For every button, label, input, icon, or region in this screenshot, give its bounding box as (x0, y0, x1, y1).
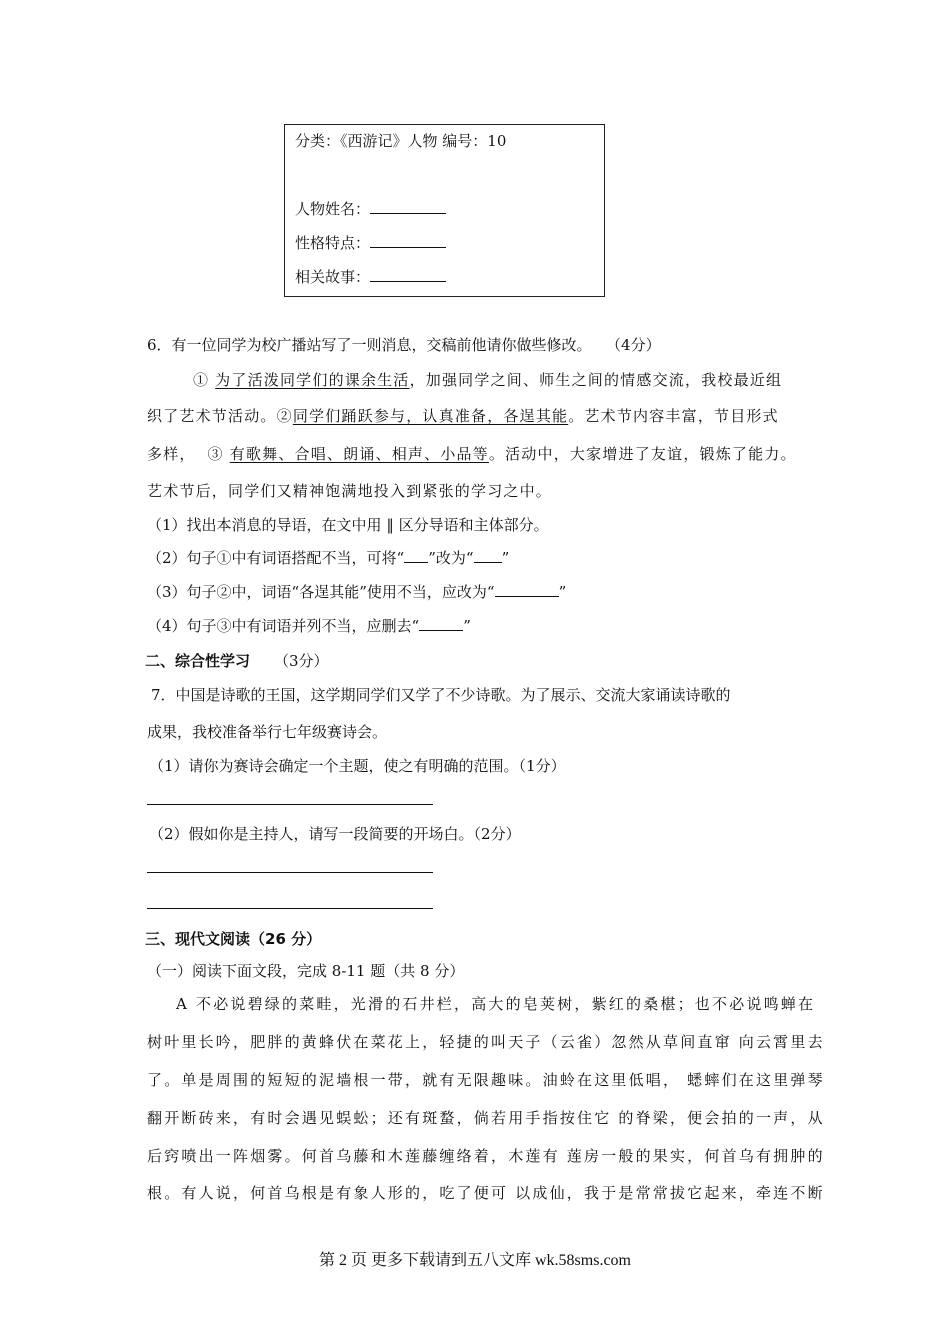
section-3-heading: 三、现代文阅读（26 分） (145, 930, 322, 948)
section-2-title: 二、综合性学习 (145, 652, 251, 670)
q6-sentence-2: 同学们踊跃参与，认真准备，各逞其能 (292, 407, 569, 425)
q6-points: （4分） (613, 336, 661, 354)
q6-sub4 (147, 615, 471, 636)
card-name-label: 人物姓名： (295, 200, 371, 218)
section-3-part-1: （一）阅读下面文段，完成 8-11 题（共 8 分） (147, 962, 465, 980)
card-story-blank[interactable] (370, 267, 446, 282)
q7-answer-line-2[interactable] (147, 872, 433, 873)
q6-sub2-c: ” (501, 549, 510, 567)
q6-sub2-a: （2）句子①中有词语搭配不当，可将“ (147, 549, 405, 567)
q6-para-line-3 (147, 443, 797, 464)
section-2-heading (145, 650, 329, 671)
card-trait-row (295, 232, 446, 253)
q6-sentence-1: 为了活泼同学们的课余生活 (215, 371, 410, 389)
passage-line-3: 了。单是周围的短短的泥墙根一带，就有无限趣味。油蛉在这里低唱， 蟋蟀们在这里弹琴 (147, 1071, 825, 1089)
passage-line-5: 后窍喷出一阵烟雾。何首乌藤和木莲藤缠络着，木莲有 莲房一般的果实，何首乌有拥肿的 (147, 1147, 825, 1165)
q6-p2-rest: 。艺术节内容丰富，节目形式 (568, 407, 779, 425)
passage-line-1: A 不必说碧绿的菜畦，光滑的石井栏，高大的皂荚树，紫红的桑椹；也不必说鸣蝉在 (176, 995, 816, 1013)
passage-line-2: 树叶里长吟，肥胖的黄蜂伏在菜花上，轻捷的叫天子（云雀）忽然从草间直窜 向云霄里去 (147, 1033, 825, 1051)
card-story-label: 相关故事： (295, 268, 371, 286)
q6-title-text: 6．有一位同学为校广播站写了一则消息，交稿前他请你做些修改。 (147, 336, 592, 354)
card-story-row (295, 266, 446, 287)
q6-para-line-1 (193, 369, 782, 390)
q7-line-2: 成果，我校准备举行七年级赛诗会。 (147, 723, 388, 741)
q6-sub3-a: （3）句子②中，词语“各逞其能”使用不当，应改为“ (147, 583, 495, 601)
passage-line-4: 翻开断砖来，有时会遇见蜈蚣；还有斑蝥，倘若用手指按住它 的脊梁，便会拍的一声，从 (147, 1109, 825, 1127)
q7-line-1: 7．中国是诗歌的王国，这学期同学们又学了不少诗歌。为了展示、交流大家诵读诗歌的 (151, 686, 731, 704)
card-trait-label: 性格特点： (295, 234, 371, 252)
q6-title (147, 334, 661, 355)
page-footer: 第 2 页 更多下载请到五八文库 wk.58sms.com (318, 1252, 631, 1269)
q6-sub1: （1）找出本消息的导语，在文中用 ‖ 区分导语和主体部分。 (147, 516, 549, 534)
q7-answer-line-1[interactable] (147, 804, 433, 805)
q6-p3-rest: 。活动中，大家增进了友谊，锻炼了能力。 (488, 445, 797, 463)
q6-sub3-b: ” (558, 583, 567, 601)
q6-sub2 (147, 547, 509, 568)
section-2-points: （3分） (274, 652, 329, 670)
card-name-row (295, 198, 446, 219)
card-name-blank[interactable] (370, 199, 446, 214)
q6-p1-rest: ，加强同学之间、师生之间的情感交流，我校最近组 (409, 371, 783, 389)
q6-sub4-blank[interactable] (419, 616, 463, 631)
q6-sub2-b: ”改为“ (428, 549, 474, 567)
q7-sub1: （1）请你为赛诗会确定一个主题，使之有明确的范围。（1分） (149, 757, 566, 775)
card-trait-blank[interactable] (370, 233, 446, 248)
q6-sentence-3: 有歌舞、合唱、朗诵、相声、小品等 (229, 445, 489, 463)
q6-mark-1: ① (193, 371, 210, 389)
q7-answer-line-3[interactable] (147, 908, 433, 909)
q6-para-line-4: 艺术节后，同学们又精神饱满地投入到紧张的学习之中。 (147, 482, 553, 500)
passage-line-6: 根。有人说，何首乌根是有象人形的，吃了便可 以成仙，我于是常常拔它起来，牵连不断 (147, 1184, 825, 1202)
q6-sub3 (147, 581, 566, 602)
q6-sub4-a: （4）句子③中有词语并列不当，应删去“ (147, 617, 420, 635)
q6-sub2-blank-1[interactable] (404, 548, 428, 563)
q6-sub3-blank[interactable] (495, 582, 559, 597)
q6-p3-a: 多样， ③ (147, 445, 230, 463)
q7-sub2: （2）假如你是主持人，请写一段简要的开场白。（2分） (149, 825, 521, 843)
character-card (284, 124, 605, 297)
q6-p2-a: 织了艺术节活动。② (147, 407, 293, 425)
q6-para-line-2 (147, 405, 779, 426)
card-header: 分类：《西游记》人物 编号：10 (295, 132, 507, 150)
q6-sub2-blank-2[interactable] (474, 548, 502, 563)
q6-sub4-b: ” (463, 617, 471, 635)
